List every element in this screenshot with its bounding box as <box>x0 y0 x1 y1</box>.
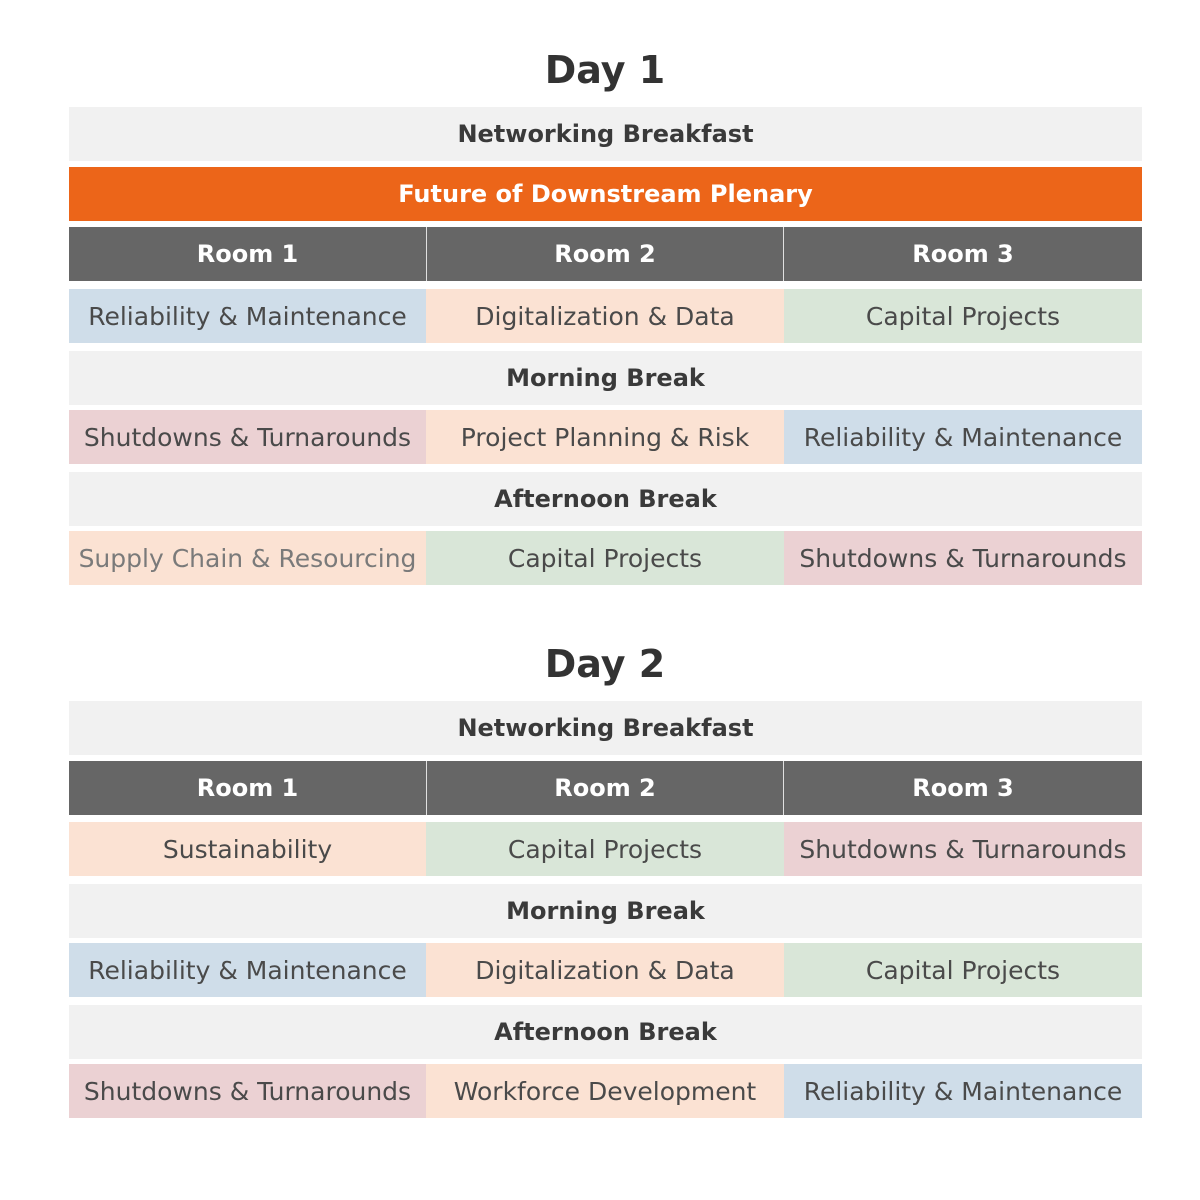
day1-afternoon-break: Afternoon Break <box>69 472 1142 526</box>
day1-b2-room2-session: Project Planning & Risk <box>426 410 784 464</box>
day1-breakfast: Networking Breakfast <box>69 107 1142 161</box>
day1-session-block-2 <box>69 410 1142 464</box>
day2-b1-room2-session: Capital Projects <box>426 822 784 876</box>
day2-session-block-1 <box>69 822 1142 876</box>
day1-plenary-row <box>69 167 1142 221</box>
day1-b1-room2-session: Digitalization & Data <box>426 289 784 343</box>
day2-b3-room2-session: Workforce Development <box>426 1064 784 1118</box>
day2-b2-room1-session: Reliability & Maintenance <box>69 943 426 997</box>
day1-session-block-1 <box>69 289 1142 343</box>
day1-afternoon-break-row <box>69 472 1142 526</box>
day2-title: Day 2 <box>544 642 666 686</box>
day1-b3-room3-session: Shutdowns & Turnarounds <box>784 531 1142 585</box>
day2-room-header <box>69 761 1142 815</box>
day1-plenary: Future of Downstream Plenary <box>69 167 1142 221</box>
day1-b1-room1-session: Reliability & Maintenance <box>69 289 426 343</box>
day2-session-block-3 <box>69 1064 1142 1118</box>
day2-b1-room3-session: Shutdowns & Turnarounds <box>784 822 1142 876</box>
day1-b2-room1-session: Shutdowns & Turnarounds <box>69 410 426 464</box>
day2-b3-room1-session: Shutdowns & Turnarounds <box>69 1064 426 1118</box>
day1-b1-room3-session: Capital Projects <box>784 289 1142 343</box>
day2-breakfast: Networking Breakfast <box>69 701 1142 755</box>
day2-room-2-header: Room 2 <box>426 761 784 815</box>
day1-breakfast-row <box>69 107 1142 161</box>
day1-morning-break-row <box>69 351 1142 405</box>
day2-session-block-2 <box>69 943 1142 997</box>
day2-afternoon-break-row <box>69 1005 1142 1059</box>
day2-morning-break: Morning Break <box>69 884 1142 938</box>
day2-b3-room3-session: Reliability & Maintenance <box>784 1064 1142 1118</box>
day1-b2-room3-session: Reliability & Maintenance <box>784 410 1142 464</box>
day2-morning-break-row <box>69 884 1142 938</box>
day1-room-1-header: Room 1 <box>69 227 426 281</box>
day1-title: Day 1 <box>544 48 666 92</box>
day2-room-1-header: Room 1 <box>69 761 426 815</box>
day2-breakfast-row <box>69 701 1142 755</box>
day2-b1-room1-session: Sustainability <box>69 822 426 876</box>
day1-room-header <box>69 227 1142 281</box>
day1-b3-room1-session: Supply Chain & Resourcing <box>69 531 426 585</box>
day2-afternoon-break: Afternoon Break <box>69 1005 1142 1059</box>
day1-morning-break: Morning Break <box>69 351 1142 405</box>
day1-b3-room2-session: Capital Projects <box>426 531 784 585</box>
day1-session-block-3 <box>69 531 1142 585</box>
day2-room-3-header: Room 3 <box>784 761 1142 815</box>
day1-room-3-header: Room 3 <box>784 227 1142 281</box>
day2-b2-room3-session: Capital Projects <box>784 943 1142 997</box>
day2-b2-room2-session: Digitalization & Data <box>426 943 784 997</box>
day1-room-2-header: Room 2 <box>426 227 784 281</box>
